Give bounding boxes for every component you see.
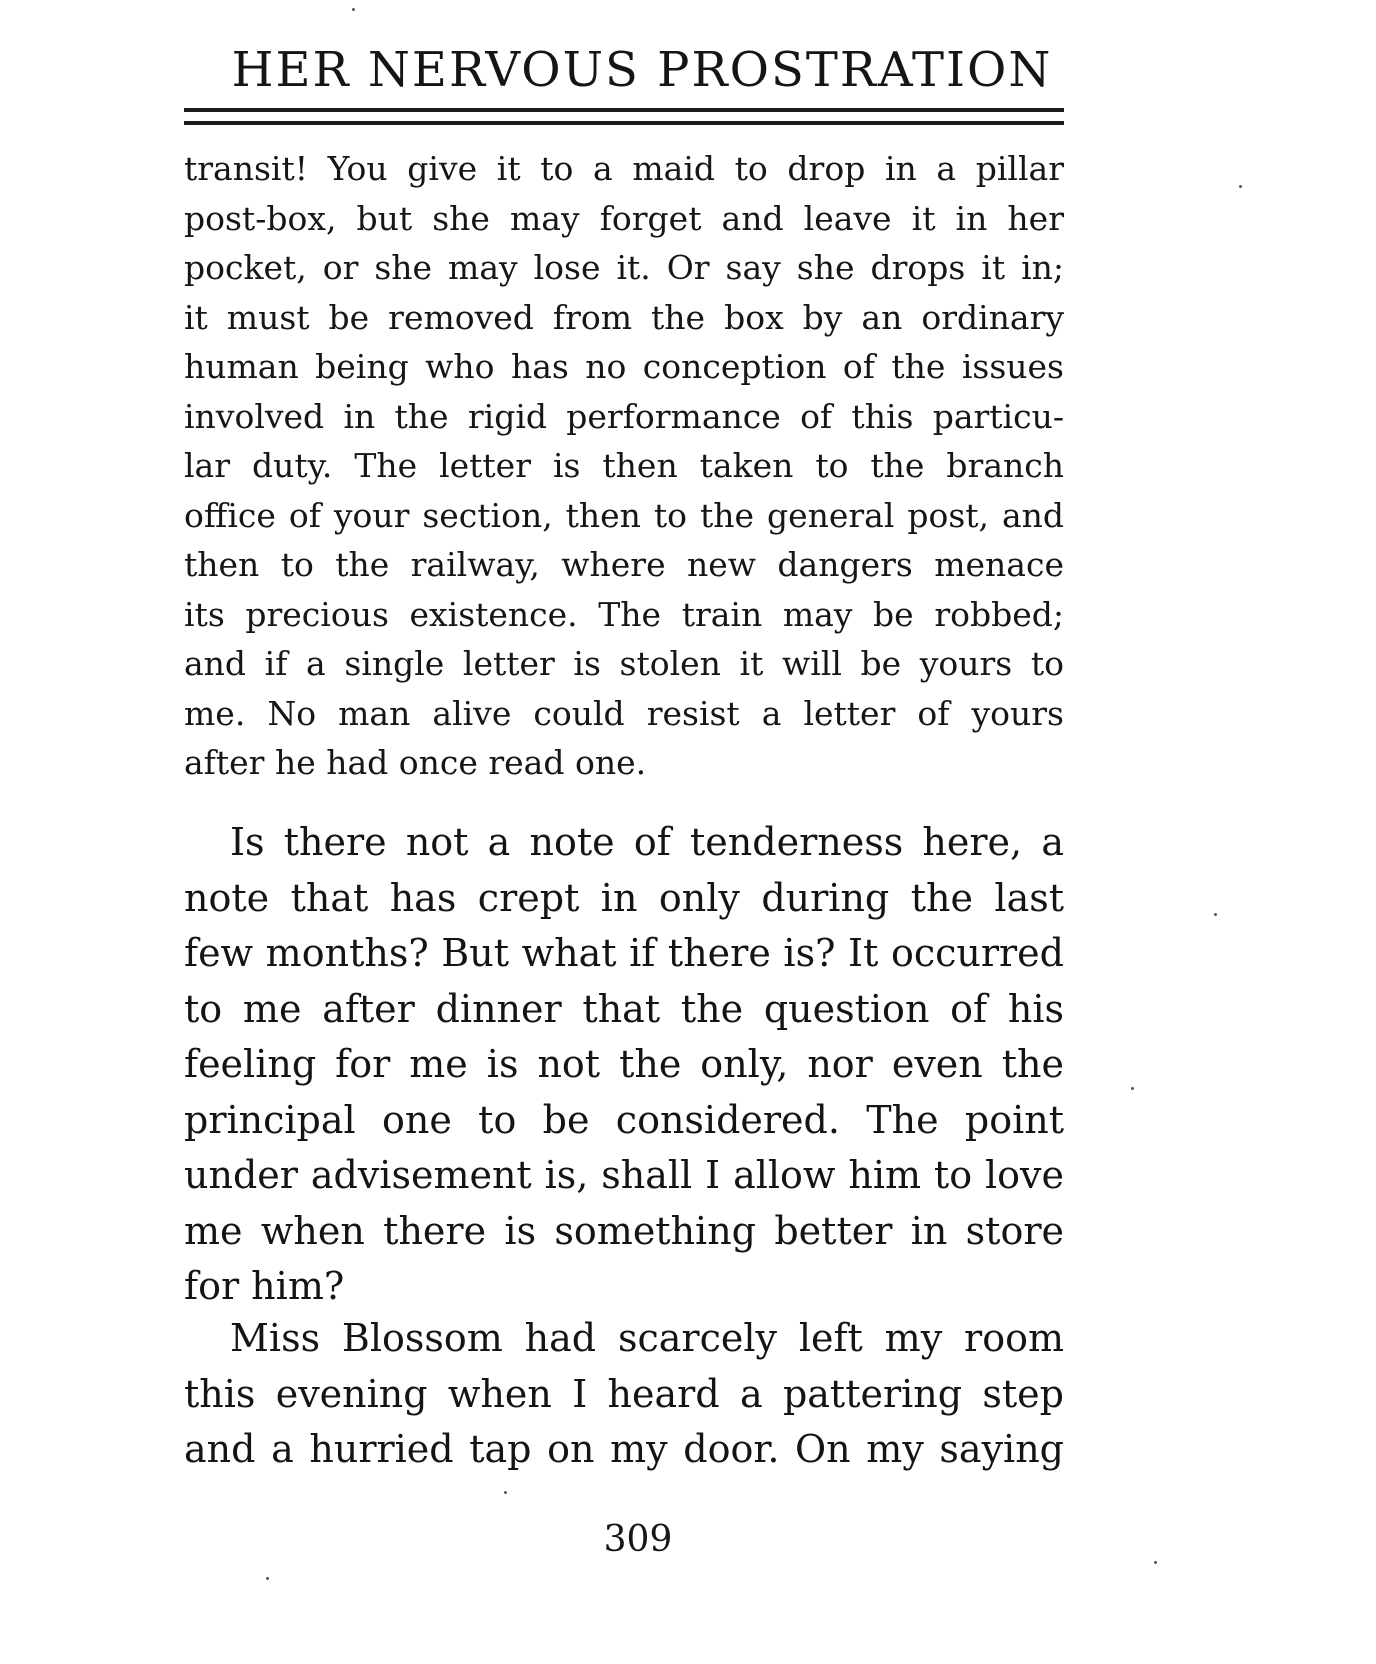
paragraph-line: principal one to be considered. The point bbox=[184, 1097, 1064, 1142]
print-speck bbox=[1154, 1561, 1157, 1564]
print-speck bbox=[266, 1577, 269, 1580]
print-speck bbox=[504, 1491, 507, 1494]
paragraph-tenderness bbox=[184, 815, 1064, 1315]
letter-quotation bbox=[184, 144, 1064, 788]
header-rule-upper bbox=[184, 108, 1064, 112]
paragraph-line: for him? bbox=[184, 1264, 345, 1308]
page-number: 309 bbox=[603, 1519, 673, 1560]
paragraph-line: feeling for me is not the only, nor even the bbox=[184, 1042, 1064, 1086]
paragraph-line: and a hurried tap on my door. On my saying bbox=[184, 1427, 1064, 1471]
print-speck bbox=[1131, 1087, 1134, 1090]
print-speck bbox=[352, 8, 355, 11]
quote-line: post-box, but she may forget and leave it in her bbox=[184, 198, 1064, 238]
paragraph-miss-blossom bbox=[184, 1311, 1064, 1478]
quote-line: human being who has no conception of the issues bbox=[184, 347, 1064, 386]
quote-line: and if a single letter is stolen it will be yours to bbox=[184, 644, 1064, 683]
paragraph-line: me when there is something better in store bbox=[184, 1208, 1064, 1253]
paragraph-line: this evening when I heard a pattering step bbox=[184, 1371, 1064, 1416]
print-speck bbox=[1239, 185, 1242, 188]
paragraph-line: note that has crept in only during the last bbox=[184, 875, 1064, 920]
paragraph-line: Is there not a note of tenderness here, a bbox=[230, 820, 1064, 864]
quote-line: me. No man alive could resist a letter of yours bbox=[184, 693, 1064, 733]
print-speck bbox=[1214, 913, 1217, 916]
running-head: HER NERVOUS PROSTRATION bbox=[231, 42, 1053, 98]
quote-line: transit! You give it to a maid to drop in a pillar bbox=[184, 149, 1064, 188]
paragraph-line: Miss Blossom had scarcely left my room bbox=[230, 1316, 1064, 1360]
paragraph-line: to me after dinner that the question of his bbox=[184, 986, 1064, 1031]
quote-line: it must be removed from the box by an ordinary bbox=[184, 297, 1064, 337]
quote-line: after he had once read one. bbox=[184, 743, 647, 782]
quote-line: involved in the rigid performance of this particu- bbox=[184, 396, 1064, 436]
quote-line: pocket, or she may lose it. Or say she drops it in; bbox=[184, 248, 1064, 287]
paragraph-line: under advisement is, shall I allow him to love bbox=[184, 1153, 1064, 1197]
quote-line: its precious existence. The train may be robbed; bbox=[184, 594, 1064, 634]
quote-line: then to the railway, where new dangers menace bbox=[184, 545, 1064, 584]
quote-line: office of your section, then to the general post, and bbox=[184, 495, 1064, 535]
paragraph-line: few months? But what if there is? It occurred bbox=[184, 931, 1064, 975]
quote-line: lar duty. The letter is then taken to the branch bbox=[184, 446, 1064, 485]
header-rule-lower bbox=[184, 121, 1064, 125]
